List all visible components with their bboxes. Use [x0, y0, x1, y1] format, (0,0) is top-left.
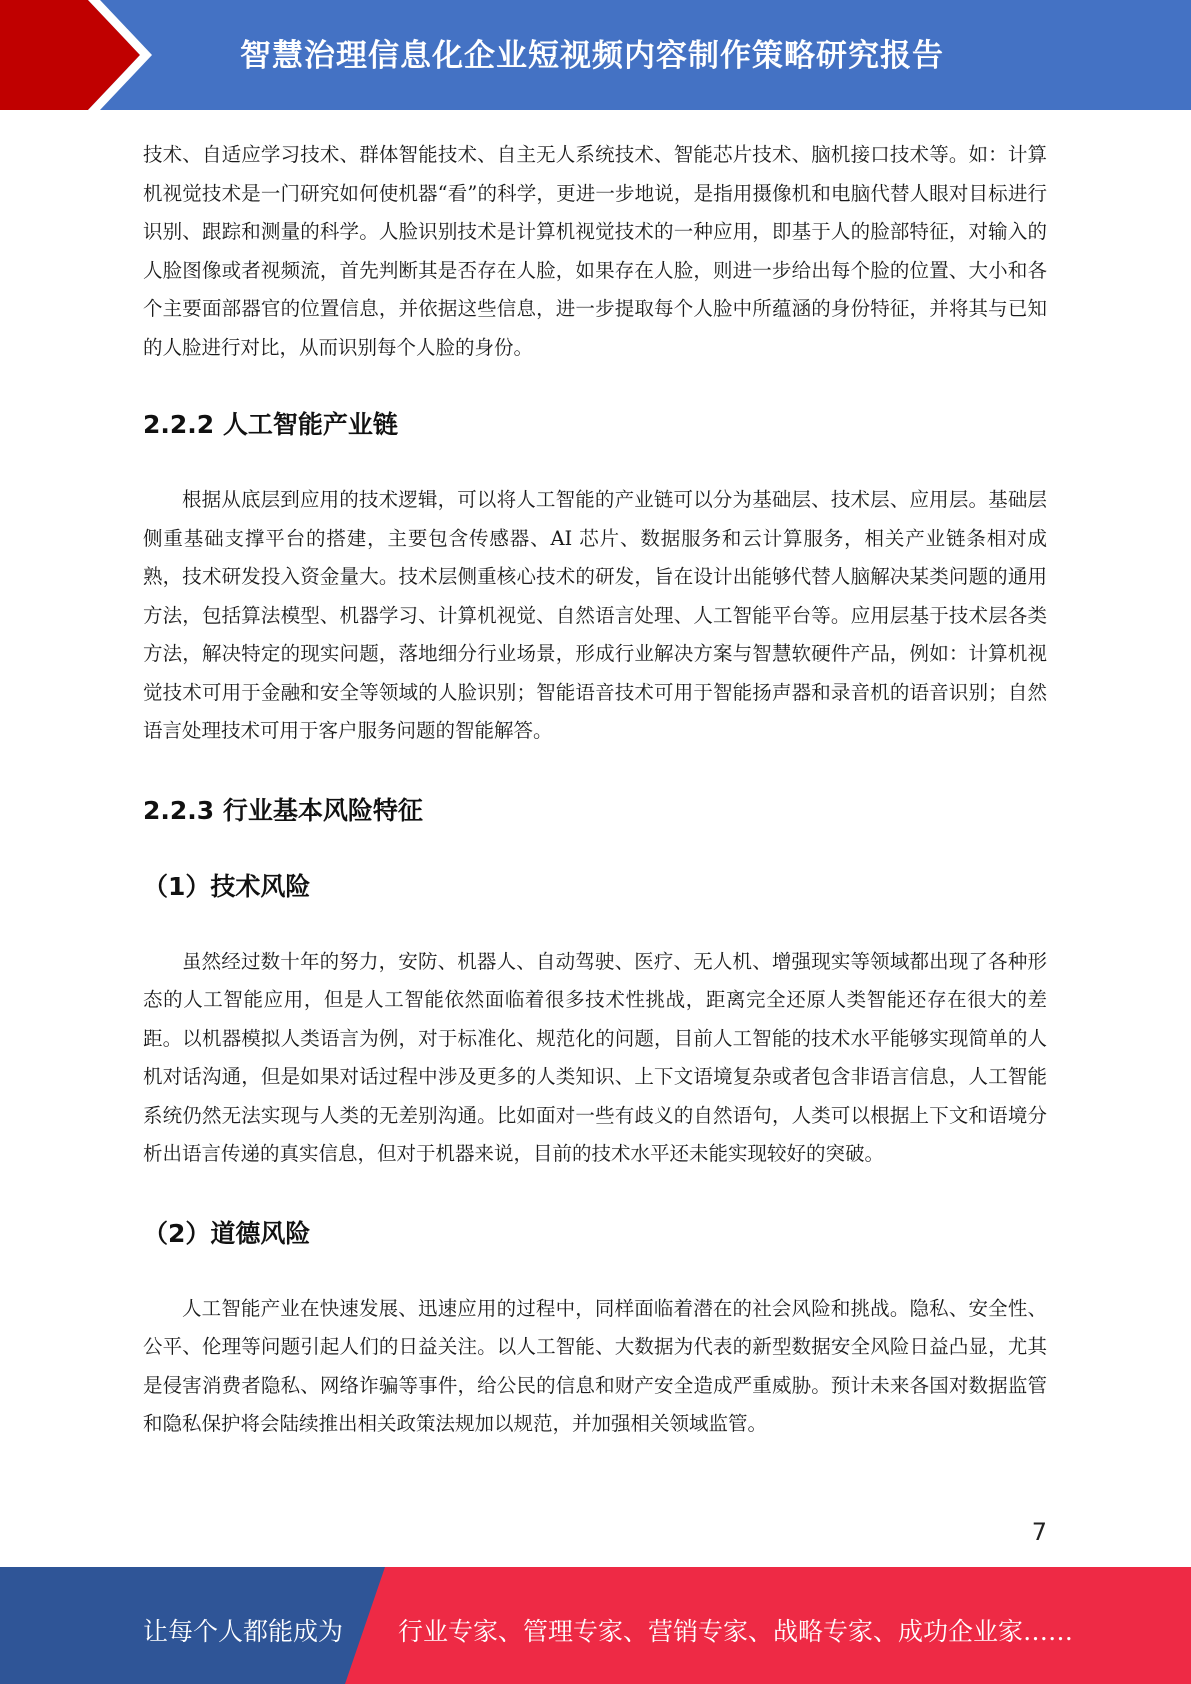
page-number: 7: [1031, 1518, 1047, 1546]
document-title: 智慧治理信息化企业短视频内容制作策略研究报告: [240, 38, 944, 74]
ethics-risk-paragraph: 人工智能产业在快速发展、迅速应用的过程中，同样面临着潜在的社会风险和挑战。隐私、安全性、公平、伦理等问题引起人们的日益关注。以人工智能、大数据为代表的新型数据安全风险日益凸显，尤其是侵害消费者隐私、网络诈骗等事件，给公民的信息和财产安全造成严重威胁。预计未来各国对数据监管和隐私保护将会陆续推出相关政策法规加以规范，并加强相关领域监管。: [143, 1296, 1047, 1435]
ethics-risk-heading: （2）道德风险: [143, 1218, 311, 1248]
footer-slogan-left: 让每个人都能成为: [143, 1617, 344, 1646]
section-2-2-2-paragraph: 根据从底层到应用的技术逻辑，可以将人工智能的产业链可以分为基础层、技术层、应用层。基础层侧重基础支撑平台的搭建，主要包含传感器、AI 芯片、数据服务和云计算服务，相关产业链条相对成熟，技术研发投入资金量大。技术层侧重核心技术的研发，旨在设计出能够代替人脑解决某类问题的通用方法，包括算法模型、机器学习、计算机视觉、自然语言处理、人工智能平台等。应用层基于技术层各类方法，解决特定的现实问题，落地细分行业场景，形成行业解决方案与智慧软硬件产品，例如：计算机视觉技术可用于金融和安全等领域的人脸识别；智能语音技术可用于智能扬声器和录音机的语音识别；自然语言处理技术可用于客户服务问题的智能解答。: [143, 488, 1047, 742]
tech-risk-paragraph: 虽然经过数十年的努力，安防、机器人、自动驾驶、医疗、无人机、增强现实等领域都出现了各种形态的人工智能应用，但是人工智能依然面临着很多技术性挑战，距离完全还原人类智能还存在很大的差距。以机器模拟人类语言为例，对于标准化、规范化的问题，目前人工智能的技术水平能够实现简单的人机对话沟通，但是如果对话过程中涉及更多的人类知识、上下文语境复杂或者包含非语言信息，人工智能系统仍然无法实现与人类的无差别沟通。比如面对一些有歧义的自然语句，人类可以根据上下文和语境分析出语言传递的真实信息，但对于机器来说，目前的技术水平还未能实现较好的突破。: [143, 949, 1047, 1165]
page-content: [143, 136, 1047, 1444]
footer-slogan-right: 行业专家、管理专家、营销专家、战略专家、成功企业家……: [398, 1617, 1074, 1646]
header-banner: [0, 0, 1191, 110]
intro-paragraph: 技术、自适应学习技术、群体智能技术、自主无人系统技术、智能芯片技术、脑机接口技术等。如：计算机视觉技术是一门研究如何使机器“看”的科学，更进一步地说，是指用摄像机和电脑代替人眼对目标进行识别、跟踪和测量的科学。人脸识别技术是计算机视觉技术的一种应用，即基于人的脸部特征，对输入的人脸图像或者视频流，首先判断其是否存在人脸，如果存在人脸，则进一步给出每个脸的位置、大小和各个主要面部器官的位置信息，并依据这些信息，进一步提取每个人脸中所蕴涵的身份特征，并将其与已知的人脸进行对比，从而识别每个人脸的身份。: [143, 143, 1047, 359]
section-2-2-3-heading: 2.2.3 行业基本风险特征: [143, 795, 423, 825]
section-2-2-2-heading: 2.2.2 人工智能产业链: [143, 410, 398, 439]
tech-risk-heading: （1）技术风险: [143, 871, 311, 901]
